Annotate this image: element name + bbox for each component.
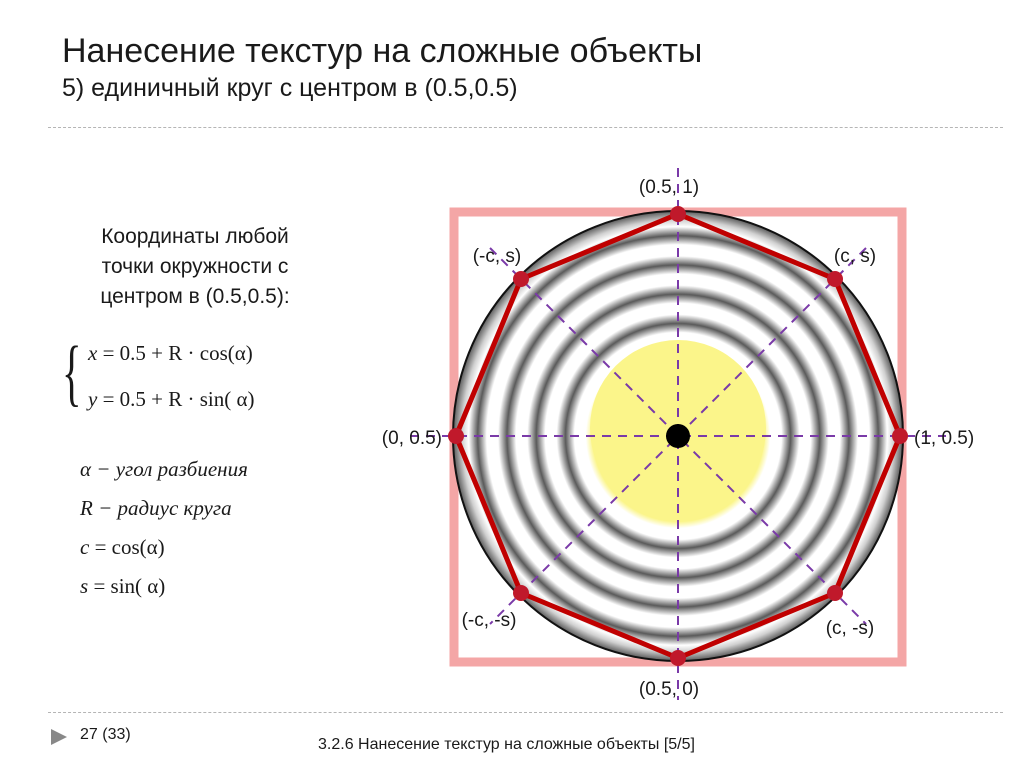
label-right: (1, 0.5) [914,428,975,449]
label-upper-left: (-c, s) [472,246,522,267]
vertex-lower-right [827,585,843,601]
vertex-right [892,428,908,444]
legend-c-sym: c [80,535,90,559]
label-upper-right: (c, s) [833,246,877,267]
legend-s-sym: s [80,574,89,598]
legend-r-text: − радиус круга [98,496,232,520]
description-line-1: Координаты любой [101,225,289,248]
label-bottom: (0.5, 0) [638,679,700,700]
nav-arrow-icon[interactable] [48,726,70,748]
vertex-lower-left [513,585,529,601]
formula-x-rhs: = 0.5 + R · cos(α) [102,341,253,365]
legend-alpha-text: − угол разбиения [96,457,248,481]
page-number: 27 (33) [80,726,131,743]
legend-alpha-sym: α [80,457,92,481]
description-line-3: центром в (0.5,0.5): [100,285,290,308]
legend-r-sym: R [80,496,93,520]
formula-y-rhs: = 0.5 + R · sin( α) [102,387,255,411]
slide-subtitle: 5) единичный круг с центром в (0.5,0.5) [62,74,518,102]
footer-section: 3.2.6 Нанесение текстур на сложные объекты [5/5] [318,736,695,753]
vertex-top [670,206,686,222]
formula-y-var: y [88,387,98,411]
legend-s-text: = sin( α) [93,574,166,598]
legend-c-text: = cos(α) [94,535,165,559]
label-left: (0, 0.5) [381,428,442,449]
system-brace: { [62,332,82,414]
label-top: (0.5, 1) [638,177,700,198]
slide-title: Нанесение текстур на сложные объекты [62,32,703,70]
bottom-divider [48,712,1003,713]
description-line-2: точки окружности с [101,255,289,278]
formula-x-var: x [88,341,98,365]
center-point [666,424,690,448]
vertex-left [448,428,464,444]
vertex-bottom [670,650,686,666]
vertex-upper-left [513,271,529,287]
vertex-upper-right [827,271,843,287]
label-lower-right: (c, -s) [825,618,875,639]
label-lower-left: (-c, -s) [461,610,517,631]
